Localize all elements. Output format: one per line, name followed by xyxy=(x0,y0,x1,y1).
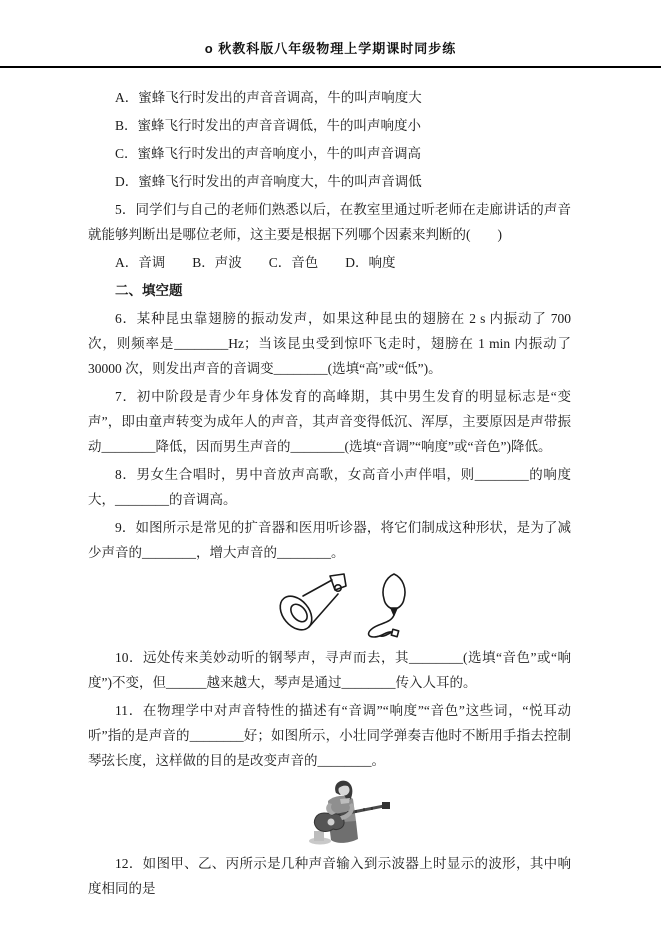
question-6: 6．某种昆虫靠翅膀的振动发声，如果这种昆虫的翅膀在 2 s 内振动了 700 次，则频率是________Hz；当该昆虫受到惊吓飞走时，翅膀在 1 min 内振动了 30000 次，则发出声音的音调变________(选填“高”或“低”)。 xyxy=(88,311,571,376)
question-9: 9．如图所示是常见的扩音器和医用听诊器，将它们制成这种形状，是为了减少声音的________，增大声音的________。 xyxy=(88,520,571,560)
megaphone-icon xyxy=(274,574,346,636)
question-7: 7．初中阶段是青少年身体发育的高峰期，其中男生发育的明显标志是“变声”，即由童声转变为成年人的声音，其声音变得低沉、浑厚，主要原因是声带振动________降低，因而男生声音的________(选填“音调”“响度”或“音色”)降低。 xyxy=(88,389,571,454)
stethoscope-icon xyxy=(369,574,405,637)
q4-option-d: D．蜜蜂飞行时发出的声音响度大，牛的叫声音调低 xyxy=(115,174,422,189)
figure-megaphone-and-stethoscope xyxy=(272,571,571,639)
question-12: 12．如图甲、乙、丙所示是几种声音输入到示波器上时显示的波形，其中响度相同的是 xyxy=(88,856,571,896)
header-title: o 秋教科版八年级物理上学期课时同步练 xyxy=(204,41,457,56)
page-header xyxy=(0,0,661,57)
question-11: 11．在物理学中对声音特性的描述有“音调”“响度”“音色”这些词，“悦耳动听”指的是声音的________好；如图所示，小壮同学弹奏吉他时不断用手指去控制琴弦长度，这样做的目的是改变声音的________。 xyxy=(88,703,571,768)
figure-guitar-player xyxy=(298,779,571,845)
question-5-options: A．音调 B．声波 C．音色 D．响度 xyxy=(115,255,396,270)
section-2-title: 二、填空题 xyxy=(115,283,183,298)
q4-option-b: B．蜜蜂飞行时发出的声音音调低，牛的叫声响度小 xyxy=(115,118,422,133)
worksheet-content xyxy=(0,68,661,901)
guitar-player-illustration xyxy=(298,779,393,845)
q4-option-a: A．蜜蜂飞行时发出的声音音调高，牛的叫声响度大 xyxy=(115,90,422,105)
question-8: 8．男女生合唱时，男中音放声高歌，女高音小声伴唱，则________的响度大，________的音调高。 xyxy=(88,467,571,507)
question-5-stem: 5．同学们与自己的老师们熟悉以后，在教室里通过听老师在走廊讲话的声音就能够判断出是哪位老师，这主要是根据下列哪个因素来判断的( ) xyxy=(88,202,571,242)
q4-option-c: C．蜜蜂飞行时发出的声音响度小，牛的叫声音调高 xyxy=(115,146,422,161)
question-10: 10．远处传来美妙动听的钢琴声，寻声而去，其________(选填“音色”或“响度”)不变，但______越来越大，琴声是通过________传入人耳的。 xyxy=(88,650,571,690)
